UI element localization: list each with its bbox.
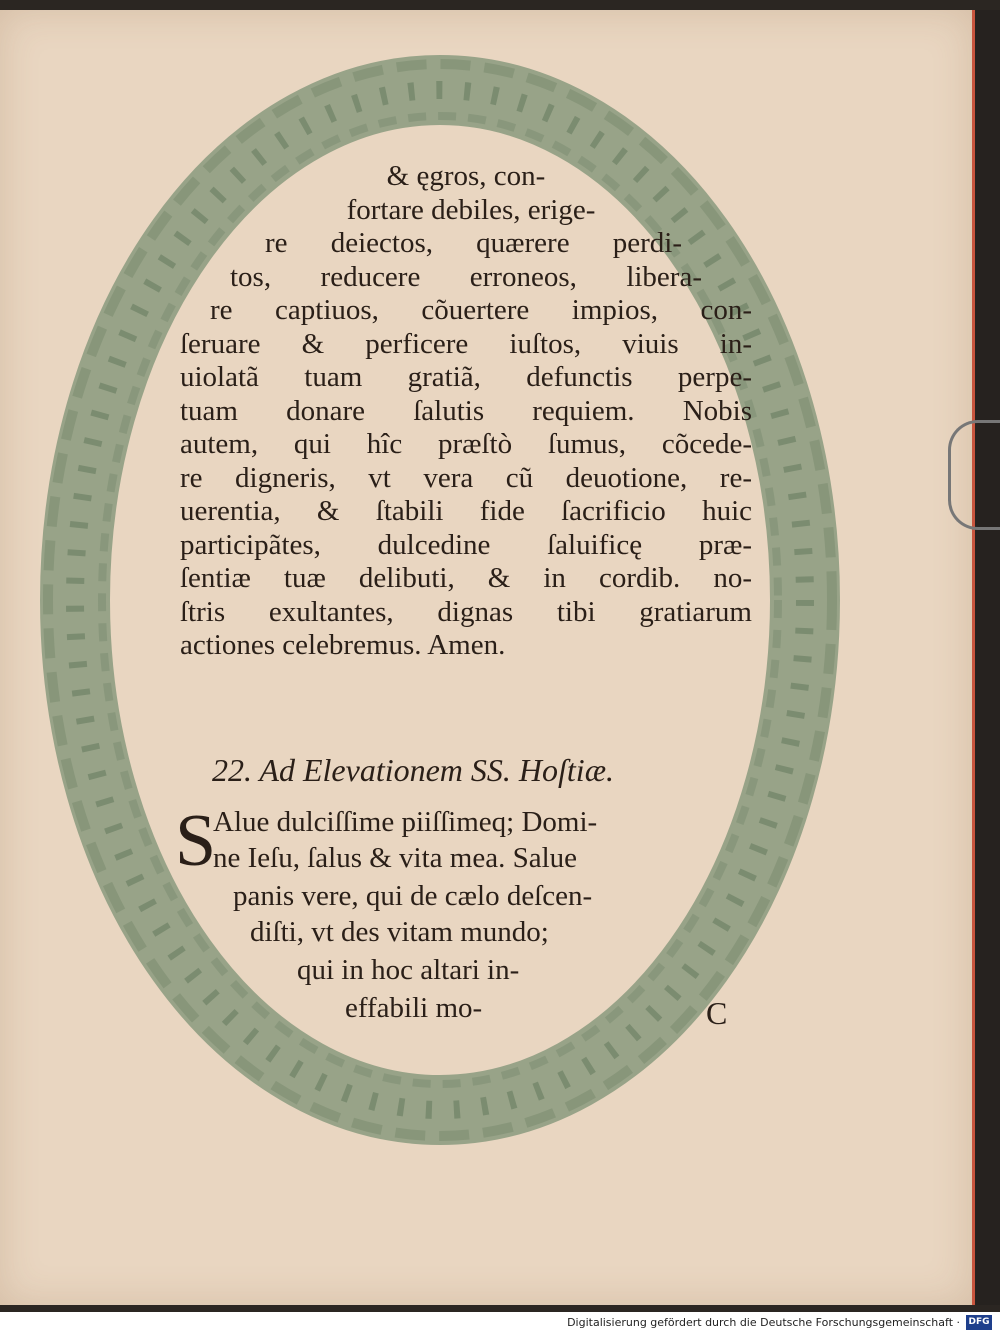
prayer-text [180,160,752,663]
text-line: ne Ieſu, ſalus & vita mea. Salue [213,842,578,874]
footer-credit: Digitalisierung gefördert durch die Deutsche Forschungsgemeinschaft · [567,1316,960,1329]
text-line: ſentiæ tuæ delibuti, & in cordib. no- [180,562,752,594]
text-line: diſti, vt des vitam mundo; [250,916,549,948]
text-line: effabili mo- [345,992,483,1024]
text-line: uerentia, & ſtabili fide ſacrificio huic [180,495,752,527]
text-line: Alue dulciſſime piiſſimeq; Domi- [213,806,598,838]
text-line: ſtris exultantes, dignas tibi gratiarum [180,595,752,628]
dfg-logo-icon: DFG [966,1315,992,1330]
signature-mark: C [706,995,728,1031]
drop-cap: S [175,800,217,882]
text-line: fortare debiles, erige- [346,193,596,226]
text-line: panis vere, qui de cælo deſcen- [233,880,593,912]
text-line: ſeruare & perficere iuſtos, viuis in- [180,327,752,360]
text-line: uiolatã tuam gratiã, defunctis perpe- [180,361,752,393]
text-line: re digneris, vt vera cũ deuotione, re- [180,461,752,494]
text-line: & ęgros, con- [386,160,546,192]
text-line: participãtes, dulcedine ſaluificę præ- [180,528,752,561]
text-line: actiones celebremus. Amen. [180,629,506,661]
text-line: qui in hoc altari in- [297,954,520,986]
text-line: re deiectos, quærere perdi- [265,227,682,259]
text-line: tuam donare ſalutis requiem. Nobis [180,394,752,427]
text-line: tos, reducere erroneos, libera- [230,260,702,293]
section-heading: 22. Ad Elevationem SS. Hoſtiæ. [212,752,615,788]
footer-bar [0,1312,1000,1335]
text-line: re captiuos, cõuertere impios, con- [210,294,752,326]
text-line: autem, qui hîc præſtò ſumus, cõcede- [180,428,752,460]
